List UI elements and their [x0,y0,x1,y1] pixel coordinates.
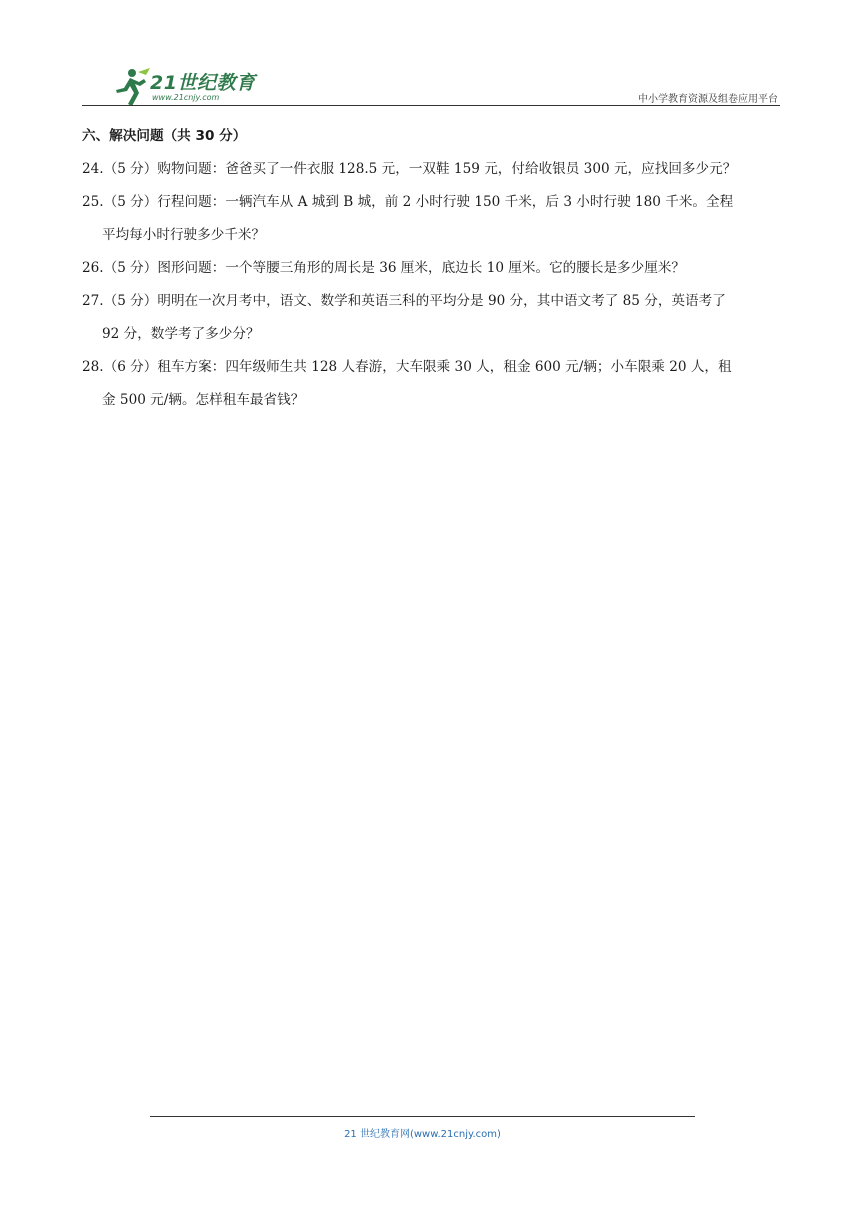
question-text-continued: 平均每小时行驶多少千米？ [102,227,266,243]
question-text-continued: 金 500 元/辆。怎样租车最省钱？ [102,392,305,408]
footer-divider [150,1116,695,1117]
question-text: 25.（5 分）行程问题：一辆汽车从 A 城到 B 城，前 2 小时行驶 150 千米，后 3 小时行驶 180 千米。全程 [82,194,734,210]
page-header [82,62,780,118]
logo-url: www.21cnjy.com [152,93,220,102]
question-text: 28.（6 分）租车方案：四年级师生共 128 人春游，大车限乘 30 人，租金 600 元/辆；小车限乘 20 人，租 [82,359,732,375]
question-text-continued: 92 分，数学考了多少分？ [102,326,260,342]
page-footer [150,1116,695,1140]
footer-link[interactable]: 21 世纪教育网(www.21cnjy.com) [344,1129,501,1140]
question-text: 24.（5 分）购物问题：爸爸买了一件衣服 128.5 元，一双鞋 159 元，付给收银员 300 元，应找回多少元？ [82,161,737,177]
question-24 [82,157,782,181]
header-divider [82,105,780,106]
question-text: 27.（5 分）明明在一次月考中，语文、数学和英语三科的平均分是 90 分，其中语文考了 85 分，英语考了 [82,293,726,309]
question-25 [82,190,782,247]
site-logo[interactable] [112,66,262,110]
header-tagline: 中小学教育资源及组卷应用平台 [638,94,778,105]
exam-content [82,124,782,421]
logo-text: 21世纪教育 [150,72,256,94]
question-28 [82,355,782,412]
question-26 [82,256,782,280]
question-text: 26.（5 分）图形问题：一个等腰三角形的周长是 36 厘米，底边长 10 厘米。它的腰长是多少厘米？ [82,260,686,276]
section-title: 六、解决问题（共 30 分） [82,128,247,144]
question-27 [82,289,782,346]
